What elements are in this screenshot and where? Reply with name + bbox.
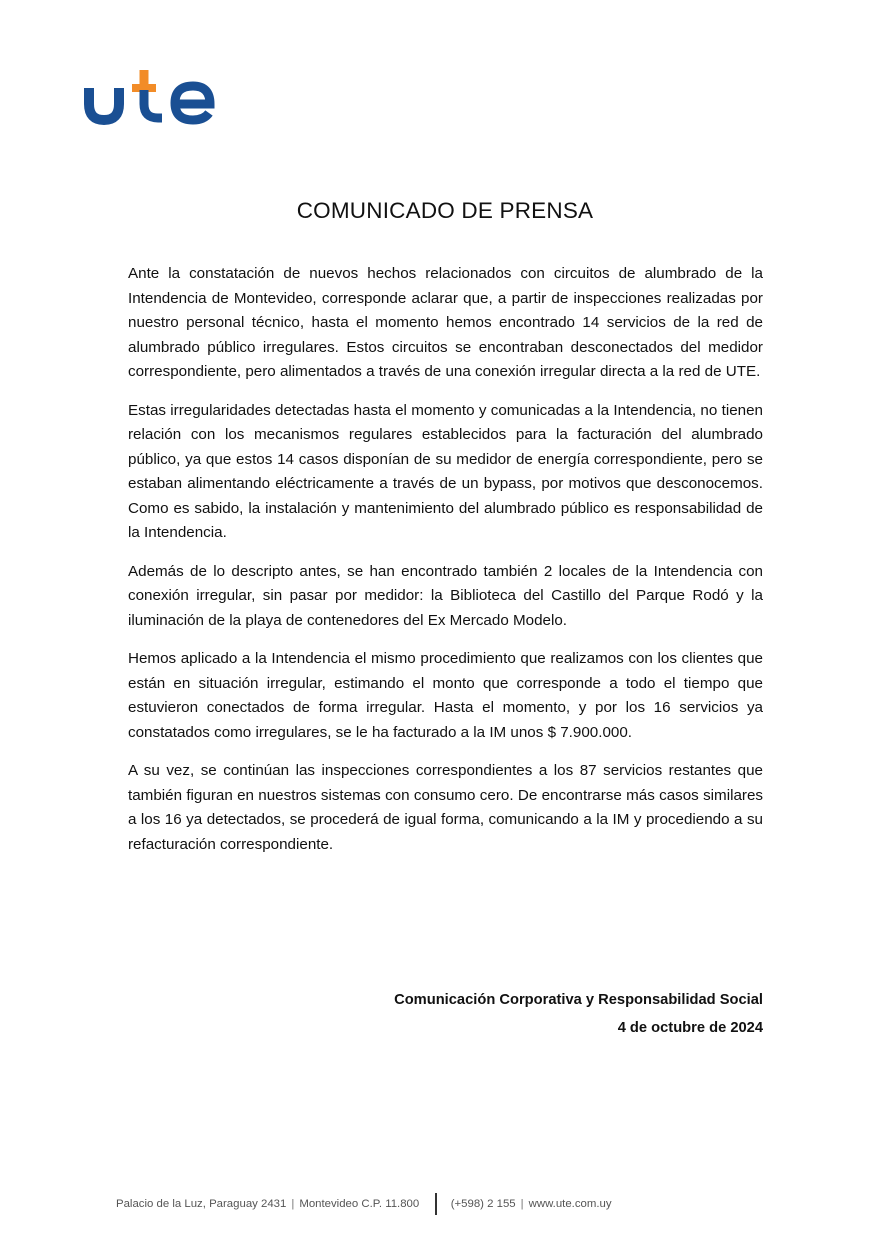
signature-block: [394, 986, 763, 1042]
page-title: COMUNICADO DE PRENSA: [296, 198, 594, 223]
ute-logo: [84, 66, 216, 126]
paragraph: A su vez, se continúan las inspecciones correspondientes a los 87 servicios restantes que también figuran en nuestros sistemas con consumo cero. De encontrarse más casos similares a los 16 ya detectados, se procederá de igual forma, comunicando a la IM y procediendo a su refacturación correspondiente.: [128, 762, 763, 853]
footer-separator: |: [291, 1198, 295, 1210]
footer: [116, 1193, 612, 1215]
paragraph: Hemos aplicado a la Intendencia el mismo procedimiento que realizamos con los clientes que están en situación irregular, estimando el monto que corresponde a todo el tiempo que estuvieron conectados de forma irregular. Hasta el momento, y por los 16 servicios ya constatados como irregulares, se le ha facturado a la IM unos $ 7.900.000.: [128, 650, 763, 741]
paragraph: Estas irregularidades detectadas hasta el momento y comunicadas a la Intendencia, no tienen relación con los mecanismos regulares establecidos para la facturación del alumbrado público, ya que estos 14 casos disponían de su medidor de energía correspondiente, pero se estaban alimentando eléctricamente a través de un bypass, por motivos que desconocemos. Como es sabido, la instalación y mantenimiento del alumbrado público es responsabilidad de la Intendencia.: [128, 401, 763, 541]
paragraph: Ante la constatación de nuevos hechos relacionados con circuitos de alumbrado de la Intendencia de Montevideo, corresponde aclarar que, a partir de inspecciones realizadas por nuestro personal técnico, hasta el momento hemos encontrado 14 servicios de la red de alumbrado público irregulares. Estos circuitos se encontraban desconectados del medidor correspondiente, pero alimentados a través de una conexión irregular directa a la red de UTE.: [128, 265, 763, 380]
footer-separator: |: [520, 1198, 524, 1210]
press-release-body: [128, 262, 763, 871]
paragraph: Además de lo descripto antes, se han encontrado también 2 locales de la Intendencia con conexión irregular, sin pasar por medidor: la Biblioteca del Castillo del Parque Rodó y la iluminación de la playa de contenedores del Ex Mercado Modelo.: [128, 562, 763, 629]
footer-address: Palacio de la Luz, Paraguay 2431: [116, 1198, 287, 1210]
footer-city: Montevideo C.P. 11.800: [299, 1198, 420, 1210]
footer-website-link[interactable]: www.ute.com.uy: [528, 1198, 612, 1210]
signature-department: Comunicación Corporativa y Responsabilidad Social: [394, 992, 763, 1008]
footer-divider: [435, 1193, 437, 1215]
signature-date: 4 de octubre de 2024: [617, 1020, 763, 1036]
footer-phone: (+598) 2 155: [450, 1198, 516, 1210]
